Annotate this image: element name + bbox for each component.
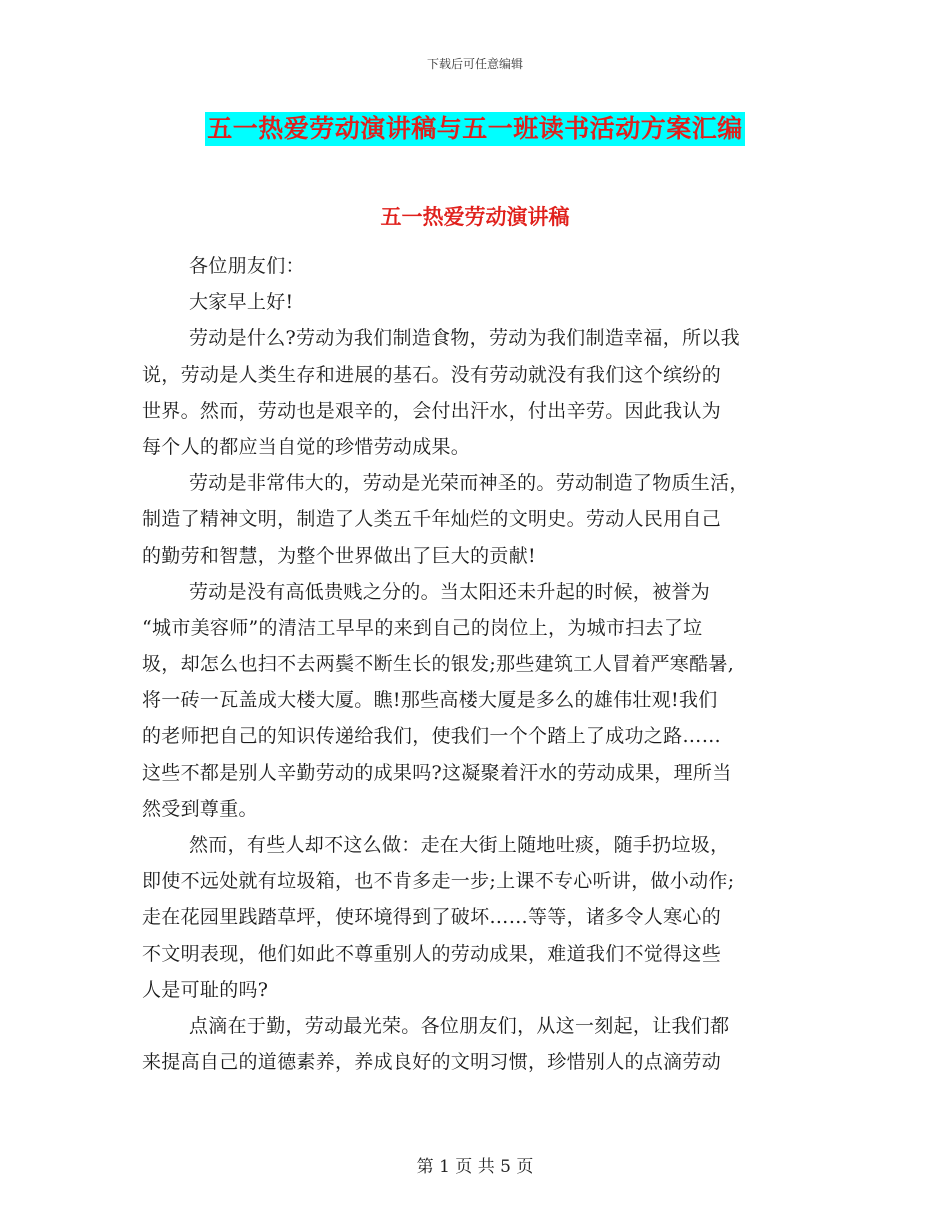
paragraph-line: 这些不都是别人辛勤劳动的成果吗?这凝聚着汗水的劳动成果，理所当 [142,761,732,784]
paragraph-line: 走在花园里践踏草坪，使环境得到了破坏……等等，诸多令人寒心的 [142,906,722,929]
paragraph-line: 然而，有些人却不这么做：走在大街上随地吐痰，随手扔垃圾， [189,834,730,856]
paragraph-line: 将一砖一瓦盖成大楼大厦。瞧!那些高楼大厦是多么的雄伟壮观!我们 [142,689,718,712]
paragraph-line: 劳动是什么?劳动为我们制造食物，劳动为我们制造幸福，所以我 [189,327,740,350]
paragraph-line: 世界。然而，劳动也是艰辛的，会付出汗水，付出辛劳。因此我认为 [142,399,722,422]
paragraph-line: 人是可耻的吗? [142,978,269,1001]
paragraph-line: 即使不远处就有垃圾箱，也不肯多走一步;上课不专心听讲，做小动作; [142,870,735,893]
paragraph-line: 的老师把自己的知识传递给我们，使我们一个个踏上了成功之路…… [142,725,722,748]
paragraph-line: 制造了精神文明，制造了人类五千年灿烂的文明史。劳动人民用自己 [142,508,722,531]
paragraph-line: 劳动是没有高低贵贱之分的。当太阳还未升起的时候，被誉为 [189,580,711,603]
main-title: 五一热爱劳动演讲稿与五一班读书活动方案汇编 [205,112,745,146]
paragraph-line: 然受到尊重。 [142,797,258,820]
header-note: 下载后可任意编辑 [426,57,523,71]
page-number-footer: 第 1 页 共 5 页 [416,1157,534,1177]
paragraph-line: “城市美容师”的清洁工早早的来到自己的岗位上，为城市扫去了垃 [142,616,703,639]
main-title-wrap [0,112,950,146]
paragraph-line: 不文明表现，他们如此不尊重别人的劳动成果，难道我们不觉得这些 [142,942,722,965]
paragraph-line: 说，劳动是人类生存和进展的基石。没有劳动就没有我们这个缤纷的 [142,363,722,386]
paragraph-line: 的勤劳和智慧，为整个世界做出了巨大的贡献! [142,544,536,567]
salutation-line: 各位朋友们： [189,255,305,277]
paragraph-line: 每个人的都应当自觉的珍惜劳动成果。 [142,435,471,458]
paragraph-line: 劳动是非常伟大的，劳动是光荣而神圣的。劳动制造了物质生活， [189,472,749,495]
paragraph-line: 圾，却怎么也扫不去两鬓不断生长的银发;那些建筑工人冒着严寒酷暑, [142,653,735,676]
paragraph-line: 点滴在于勤，劳动最光荣。各位朋友们，从这一刻起，让我们都 [189,1014,730,1037]
speech-body [142,248,812,1080]
greeting-line: 大家早上好! [189,291,294,314]
section-title: 五一热爱劳动演讲稿 [380,204,570,229]
paragraph-line: 来提高自己的道德素养，养成良好的文明习惯，珍惜别人的点滴劳动 [142,1051,722,1074]
